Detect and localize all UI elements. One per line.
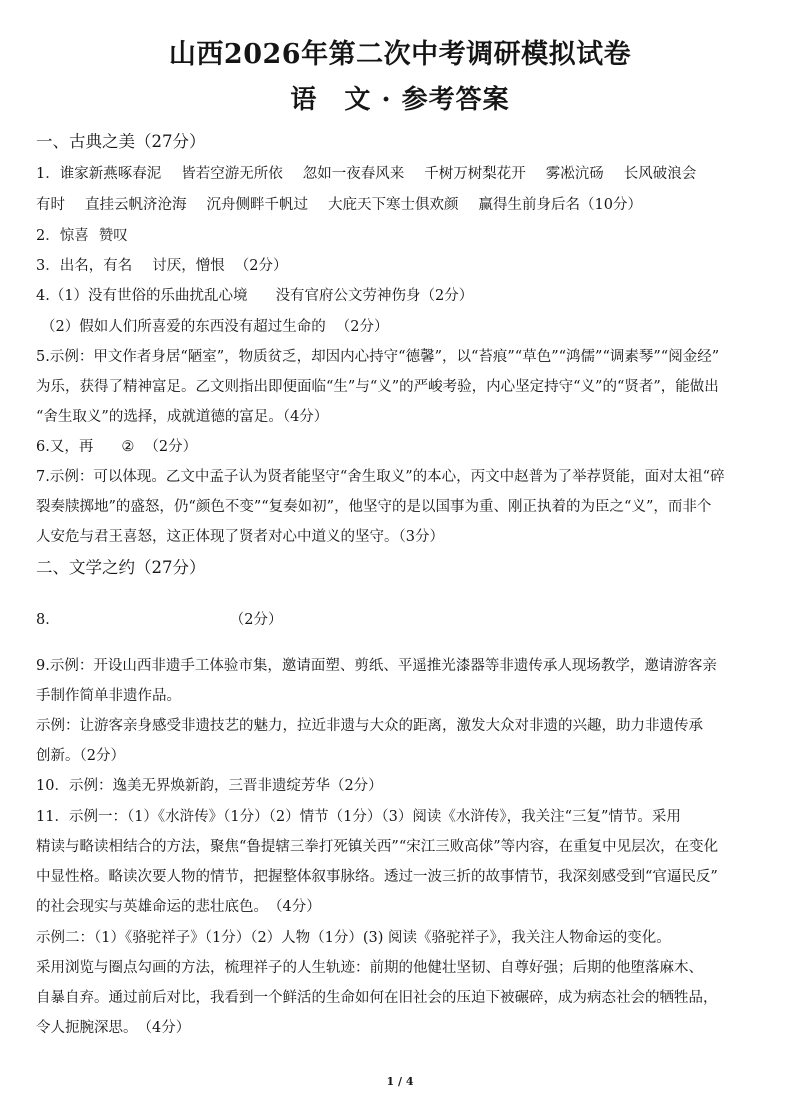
answer-q11-line5: 示例二：（1）《骆驼祥子》（1分）（2）人物（1分）(3) 阅读《骆驼祥子》，我关注人物命运的变化。 xyxy=(36,930,671,946)
answer-q5-line1: 5.示例：甲文作者身居“陋室”，物质贫乏，却因内心持守“德馨”，以“苔痕”“草色”“鸿儒”“调素琴”“阅金经” xyxy=(36,349,720,365)
answer-q4-part2: （2）假如人们所喜爱的东西没有超过生命的 （2分） xyxy=(41,319,389,335)
answer-q11-line4: 的社会现实与英雄命运的悲壮底色。 （4分） xyxy=(36,899,321,915)
answer-q7-line1: 7.示例：可以体现。乙文中孟子认为贤者能坚守“舍生取义”的本心，丙文中赵普为了举荐贤能，面对太祖“碎 xyxy=(36,469,725,485)
answer-q9-line4: 创新。（2分） xyxy=(36,748,125,764)
answer-q11-line8: 令人扼腕深思。 （4分） xyxy=(36,1020,191,1036)
section-heading-literature: 二、文学之约（27分） xyxy=(36,558,206,577)
answer-q1-line2: 有时 直挂云帆济沧海 沉舟侧畔千帆过 大庇天下寒士俱欢颜 赢得生前身后名（10分） xyxy=(36,197,642,213)
answer-q7-line2: 裂奏牍掷地”的盛怒，仍“颜色不变”“复奏如初”，他坚守的是以国事为重、刚正执着的为臣之“义”，而非个 xyxy=(36,499,712,515)
answer-q11-line1: 11．示例一：（1）《水浒传》（1分）（2）情节（1分）（3）阅读《水浒传》，我关注“三复”情节。采用 xyxy=(36,809,681,825)
answer-q3: 3．出名，有名 讨厌，憎恨 （2分） xyxy=(36,258,288,274)
answer-q11-line6: 采用浏览与圈点勾画的方法，梳理祥子的人生轨迹：前期的他健壮坚韧、自尊好强；后期的他堕落麻木、 xyxy=(36,960,703,976)
answer-q10: 10．示例：逸美无界焕新韵，三晋非遗绽芳华（2分） xyxy=(36,778,383,794)
answer-q2: 2．惊喜 赞叹 xyxy=(36,228,128,244)
answer-q7-line3: 人安危与君王喜怒，这正体现了贤者对心中道义的坚守。（3分） xyxy=(36,529,444,545)
answer-q11-line3: 中显性格。略读次要人物的情节，把握整体叙事脉络。透过一波三折的故事情节，我深刻感受到“官逼民反” xyxy=(36,869,718,885)
answer-q9-line1: 9.示例：开设山西非遗手工体验市集，邀请面塑、剪纸、平遥推光漆器等非遗传承人现场教学，邀请游客亲 xyxy=(36,658,717,674)
answer-q4-part1: 4.（1）没有世俗的乐曲扰乱心境 没有官府公文劳神伤身（2分） xyxy=(36,288,474,304)
document-subtitle: 语 文 · 参考答案 xyxy=(290,85,510,115)
answer-q5-line2: 为乐，获得了精神富足。乙文则指出即便面临“生”与“义”的严峻考验，内心坚定持守“义”的“贤者”，能做出 xyxy=(36,379,719,395)
answer-q8: 8． （2分） xyxy=(36,612,283,628)
answer-q9-line3: 示例：让游客亲身感受非遗技艺的魅力，拉近非遗与大众的距离，激发大众对非遗的兴趣，助力非遗传承 xyxy=(36,718,703,734)
answer-q1-line1: 1．谁家新燕啄春泥 皆若空游无所依 忽如一夜春风来 千树万树梨花开 雾凇沆砀 长风破浪会 xyxy=(36,166,697,182)
answer-q11-line7: 自暴自弃。通过前后对比，我看到一个鲜活的生命如何在旧社会的压迫下被碾碎，成为病态社会的牺牲品， xyxy=(36,990,718,1006)
document-title: 山西2026年第二次中考调研模拟试卷 xyxy=(168,39,632,70)
page-number: 1 / 4 xyxy=(386,1075,414,1088)
section-heading-classical: 一、古典之美（27分） xyxy=(36,132,206,151)
answer-q5-line3: “舍生取义”的选择，成就道德的富足。（4分） xyxy=(36,409,329,425)
answer-q9-line2: 手制作简单非遗作品。 xyxy=(36,688,181,704)
answer-q6: 6.又，再 ② （2分） xyxy=(36,439,198,455)
answer-q11-line2: 精读与略读相结合的方法，聚焦“鲁提辖三拳打死镇关西”“宋江三败高俅”等内容，在重复中见层次，在变化 xyxy=(36,839,719,855)
